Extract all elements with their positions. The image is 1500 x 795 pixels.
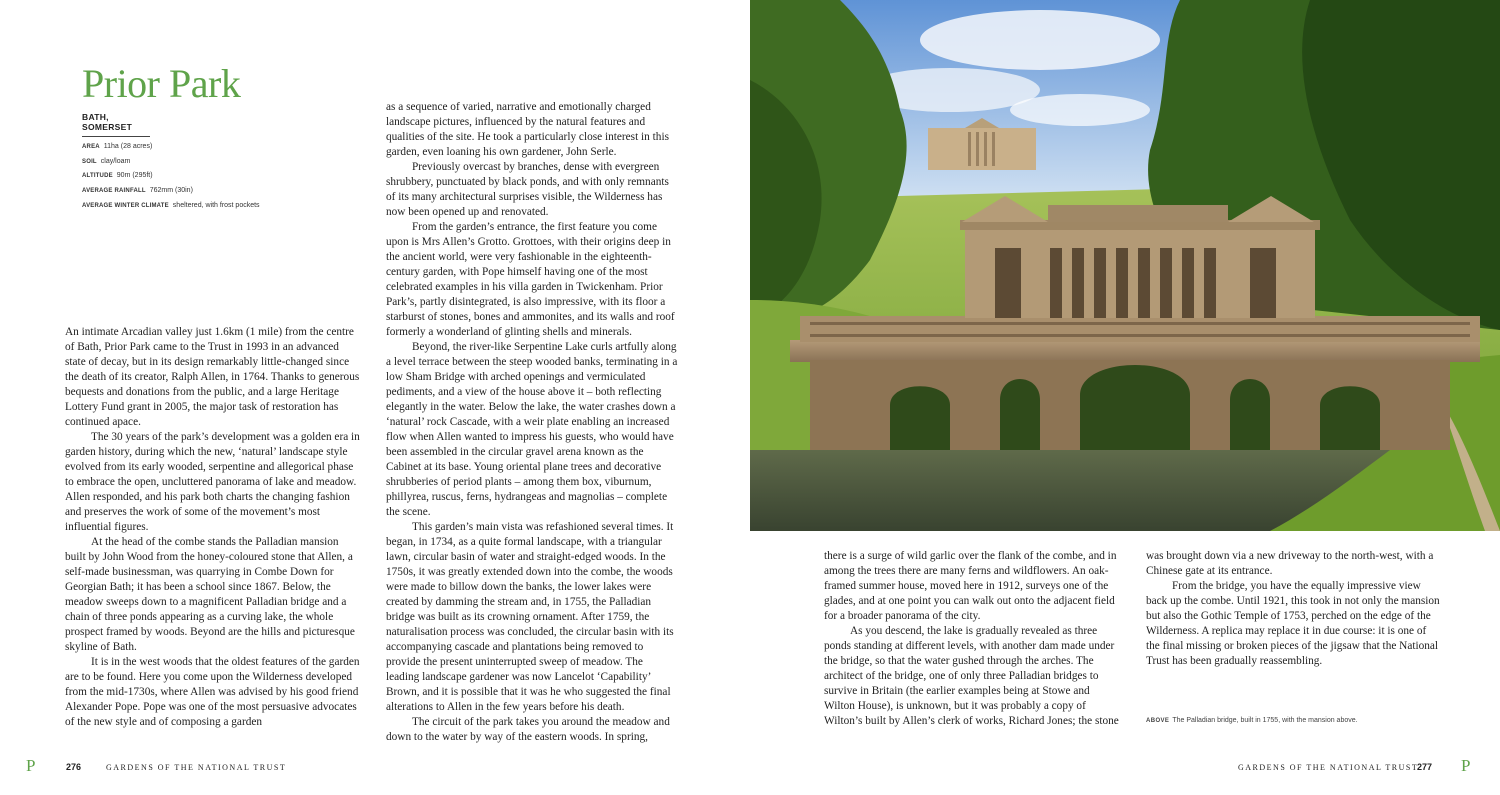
caption-text: The Palladian bridge, built in 1755, with the mansion above. — [1172, 717, 1358, 724]
location-label: BATH, SOMERSET — [82, 112, 150, 137]
text-column-1 — [65, 325, 361, 730]
paragraph: The 30 years of the park’s development was a golden era in garden history, during which the new, ‘natural’ landscape style evolved from its early wooded, serpentine and allegorical phase to embrace the open, uncluttered panorama of lake and meadow. Allen responded, and his park both charts the changing fashion and preserves the work of some of the movement’s most influential figures. — [65, 431, 360, 533]
paragraph: At the head of the combe stands the Palladian mansion built by John Wood from the honey-coloured stone that Allen, a self-made businessman, was quarrying in Combe Down for Georgian Bath; it has been a school since 1867. Below, the meadow sweeps down to a magnificent Palladian bridge and a chain of three ponds appearing as a curving lake, the whole prospect framed by woods. Beyond are the hills and picturesque skyline of Bath. — [65, 536, 355, 653]
paragraph: From the garden’s entrance, the first feature you come upon is Mrs Allen’s Grotto. Grottoes, with their origins deep in the ancient world, were very fashionable in the eighteenth-century garden, with Pope himself having one of the most celebrated examples in his villa garden in Twickenham. Prior Park’s, partly disintegrated, is also impressive, with its floor a starburst of stones, bones and ammonites, and its walls and roof formerly a wonderland of glinting shells and minerals. — [386, 221, 675, 338]
paragraph: As you descend, the lake is gradually revealed as three ponds standing at different levels, with another dam made under the bridge, so that the water gushed through the arches. The architect of the bridge, one of only three Palladian bridges to survive in Britain (the earlier examples being at Stowe and Wilton House), is unknown, but it was probably a copy of Wilton’s built by Allen’s clerk of works, Richard Jones; the stone — [824, 625, 1119, 727]
paragraph: Previously overcast by branches, dense with evergreen shrubbery, punctuated by black ponds, and with only remnants of its many architectural surprises visible, the Wilderness has now been opened up and renovated. — [386, 161, 669, 218]
fact-row: ALTITUDE 90m (295ft) — [82, 172, 153, 180]
text-column-2 — [386, 100, 678, 745]
section-letter: P — [26, 756, 36, 775]
fact-row: SOIL clay/loam — [82, 157, 131, 165]
garden-facts — [82, 140, 260, 214]
photo-caption — [1146, 717, 1358, 724]
page-number: 277 — [1417, 762, 1433, 772]
paragraph: was brought down via a new driveway to the north-west, with a Chinese gate at its entrance. — [1146, 550, 1434, 577]
page-title: Prior Park — [82, 61, 241, 106]
paragraph: This garden’s main vista was refashioned several times. It began, in 1734, as a quite formal landscape, with a triangular lawn, circular basin of water and straight-edged woods. In the 1750s, it was greatly extended down into the combe, the woods were made to billow down the banks, the lower lakes were created by damming the stream and, in 1755, the Palladian bridge was built as its crowning ornament. After 1759, the naturalisation process was concluded, the circular basin with its accompanying cascade and plantations being removed to provide the present uninterrupted sweep of meadow. The leading landscape gardener was now Lancelot ‘Capability’ Brown, and it is possible that it was he who suggested the final alterations to Allen in the few years before his death. — [386, 521, 674, 713]
fact-row: AVERAGE WINTER CLIMATE sheltered, with frost pockets — [82, 201, 260, 209]
paragraph: there is a surge of wild garlic over the flank of the combe, and in among the trees there are many ferns and wildflowers. An oak-framed summer house, moved here in 1912, surveys one of the glades, and at one point you can walk out onto the adjacent field for a broader panorama of the city. — [824, 550, 1117, 622]
page-number: 276 — [66, 762, 82, 772]
paragraph: as a sequence of varied, narrative and emotionally charged landscape pictures, influenced by the natural features and qualities of the site. He took a particularly close interest in this garden, even loaning his own gardener, John Serle. — [386, 101, 669, 158]
paragraph: Beyond, the river-like Serpentine Lake curls artfully along a level terrace between the steep wooded banks, terminating in a low Sham Bridge with arched openings and vermiculated pediments, and a view of the house above it – both reflecting elegantly in the water. Below the lake, the water crashes down a ‘natural’ rock Cascade, with a weir plate enabling an increased flow when Allen wanted to impress his guests, who would have been assembled in the circular gravel arena known as the Cabinet at its base. Young oriental plane trees and decorative shrubberies of period plants – among them box, viburnum, phillyrea, ruscus, ferns, hydrangeas and magnolias – complete the scene. — [386, 341, 678, 518]
text-column-3 — [824, 549, 1120, 729]
right-page — [750, 0, 1500, 795]
book-title: GARDENS OF THE NATIONAL TRUST — [1238, 763, 1419, 772]
fact-row: AREA 11ha (28 acres) — [82, 143, 153, 150]
paragraph: From the bridge, you have the equally impressive view back up the combe. Until 1921, this took in not only the mansion but also the Gothic Temple of 1753, perched on the edge of the Wilderness. A replica may replace it in due course: it is one of the final missing or broken pieces of the jigsaw that the National Trust has been gradually reassembling. — [1146, 580, 1440, 667]
caption-label: ABOVE — [1146, 718, 1170, 724]
palladian-bridge-illustration — [750, 0, 1500, 531]
garden-photo — [750, 0, 1500, 531]
paragraph: An intimate Arcadian valley just 1.6km (1 mile) from the centre of Bath, Prior Park came to the Trust in 1993 in an advanced state of decay, but in its design remarkably little-changed since the death of its creator, Ralph Allen, in 1764. Thanks to generous bequests and donations from the public, and a large Heritage Lottery Fund grant in 2005, the major task of restoration has continued apace. — [65, 326, 360, 428]
text-column-4 — [1146, 549, 1442, 669]
paragraph: It is in the west woods that the oldest features of the garden are to be found. Here you come upon the Wilderness developed from the mid-1730s, where Allen was advised by his good friend Alexander Pope. Pope was one of the most persuasive advocates of the new style and of composing a garden — [65, 656, 360, 728]
fact-row: AVERAGE RAINFALL 762mm (30in) — [82, 187, 193, 195]
paragraph: The circuit of the park takes you around the meadow and down to the water by way of the eastern woods. In spring, — [386, 716, 670, 743]
book-title: GARDENS OF THE NATIONAL TRUST — [106, 763, 287, 772]
section-letter: P — [1461, 756, 1471, 775]
